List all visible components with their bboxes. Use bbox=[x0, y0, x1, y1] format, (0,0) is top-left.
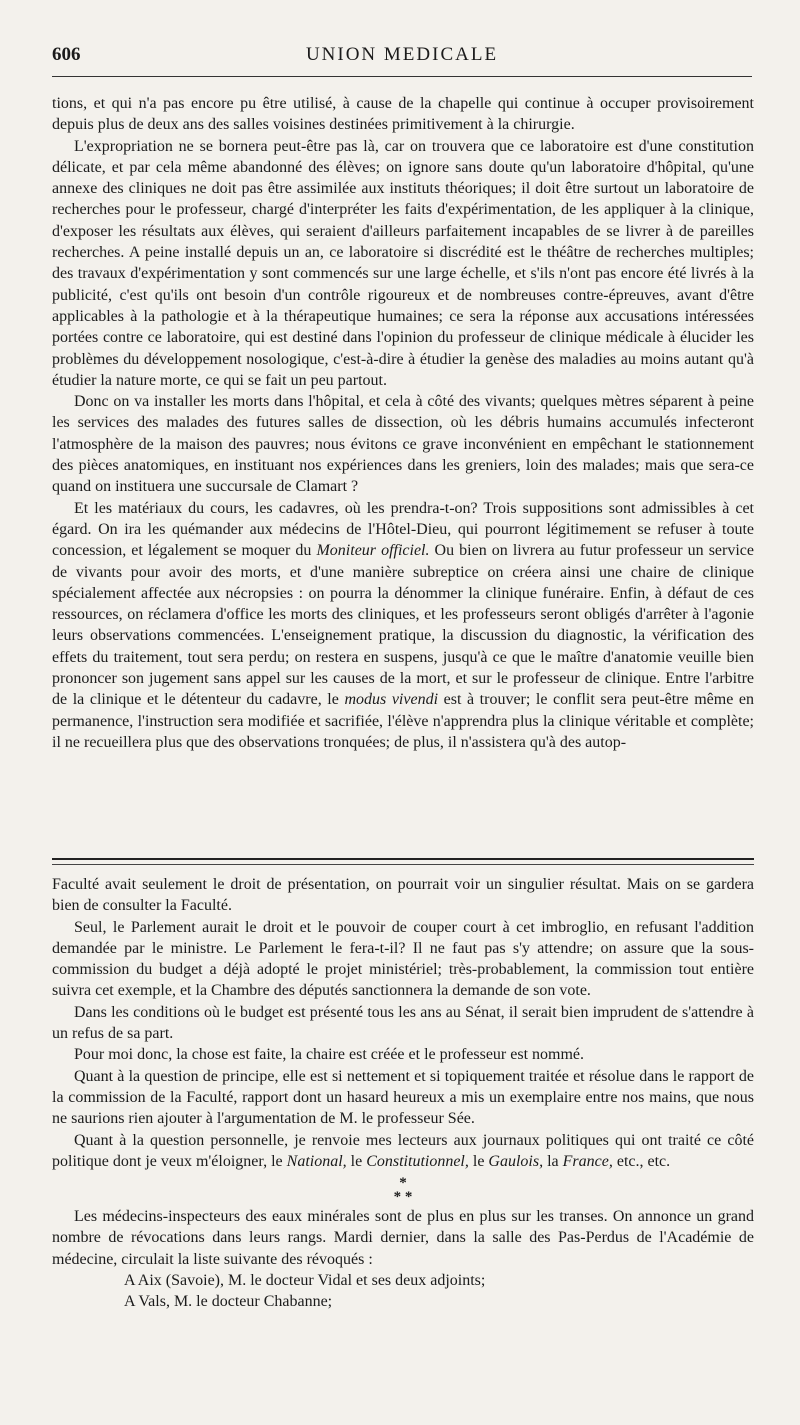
paragraph-laboratory-chapel: tions, et qui n'a pas encore pu être utilisé, à cause de la chapelle qui continue à occuper provisoirement depuis plus de deux ans des salles voisines destinées primitivement à la chirurgie. bbox=[52, 95, 754, 134]
italic-moniteur: Moniteur officiel. bbox=[316, 542, 430, 560]
journal-title: UNION MEDICALE bbox=[305, 44, 499, 65]
paragraph-principle-question: Quant à la question de principe, elle est si nettement et si topiquement traitée et résolue dans le rapport de la commission de la Faculté, rapport dont un hasard heureux a mis un exemplaire entre nos mains, que nous ne saurions rien ajouter à l'argumentation de M. le professeur Sée. bbox=[52, 1067, 754, 1128]
lower-article-section bbox=[52, 874, 754, 1313]
paragraph-parliament: Seul, le Parlement aurait le droit et le pouvoir de couper court à cet imbroglio, en refusant l'addition demandée par le ministre. Le Parlement le fera-t-il? Il ne faut pas s'y attendre; on assure que la sous-commission du budget a déjà adopté le projet ministériel; très-probablement, la commission tout entière suivra cet exemple, et la Chambre des députés sanctionnera la demande de son vote. bbox=[52, 918, 754, 1000]
paragraph-cadavers bbox=[52, 498, 754, 754]
upper-article-section bbox=[52, 93, 754, 753]
paragraph-mineral-waters: Les médecins-inspecteurs des eaux minérales sont de plus en plus sur les transes. On annonce un grand nombre de révocations dans leurs rangs. Mardi dernier, dans la salle des Pas-Perdus de l'Académie de médecine, circulait la liste suivante des révoqués : bbox=[52, 1208, 754, 1268]
italic-gaulois: Gaulois, bbox=[488, 1152, 544, 1170]
text-run: Quant à la question personnelle, je renvoie mes lecteurs aux journaux politiques qui ont traité ce côté politique dont je veux m'éloigner, le bbox=[52, 1131, 754, 1170]
list-item: A Aix (Savoie), M. le docteur Vidal et ses deux adjoints; bbox=[124, 1272, 486, 1290]
paragraph-senate-budget: Dans les conditions où le budget est présenté tous les ans au Sénat, il serait bien imprudent de s'attendre à un refus de sa part. bbox=[52, 1003, 754, 1043]
list-item: A Vals, M. le docteur Chabanne; bbox=[124, 1293, 333, 1311]
paragraph-chair-created: Pour moi donc, la chose est faite, la chaire est créée et le professeur est nommé. bbox=[74, 1046, 585, 1064]
paragraph-dissection-rooms: Donc on va installer les morts dans l'hôpital, et cela à côté des vivants; quelques mètres séparent à peine les services des malades des futures salles de dissection, où les débris humains accumulés infecteront l'atmosphère de la maison des pauvres; nous évitons ce grave inconvénient en empêchant le stationnement des pièces anatomiques, en instituant nos expériences dans les greniers, loin des malades; mais que sera-ce quand on instituera une succursale de Clamart ? bbox=[52, 393, 754, 496]
text-run: est à trouver; le conflit sera peut-être même en permanence, l'instruction sera modifiée et sacrifiée, l'élève n'apprendra plus la clinique véritable et complète; il ne recueillera plus que des observations tronquées; de plus, il n'assistera qu'à des autop- bbox=[52, 691, 754, 751]
italic-constitutionnel: Constitutionnel, bbox=[366, 1152, 469, 1170]
text-run: le bbox=[468, 1152, 489, 1170]
text-run: le bbox=[346, 1152, 367, 1170]
text-run: Ou bien on livrera au futur professeur un service de vivants pour avoir des morts, et d'une manière subreptice on créera ainsi une chaire de clinique spécialement affectée aux nécropsies : on pourra la dénommer la clinique funéraire. Enfin, à défaut de ces ressources, on réclamera d'office les morts des cliniques, et les professeurs seront obligés d'arrêter à l'agonie leurs observations commencées. L'enseignement pratique, la discussion du diagnostic, la vérification des effets du traitement, tout sera perdu; on restera en suspens, jusqu'à ce que le maître d'anatomie veuille bien prononcer son jugement sans appel sur les causes de la mort, et sur le professeur de clinique. Entre l'arbitre de la clinique et le détenteur du cadavre, le bbox=[52, 542, 754, 709]
paragraph-faculty-presentation: Faculté avait seulement le droit de présentation, on pourrait voir un singulier résultat. Mais on se gardera bien de consulter la Faculté. bbox=[52, 876, 754, 915]
text-run: la bbox=[543, 1152, 563, 1170]
asterism-bottom: * * bbox=[393, 1189, 413, 1206]
section-asterism bbox=[52, 1176, 754, 1204]
section-divider bbox=[52, 858, 754, 865]
italic-france: France, bbox=[562, 1152, 613, 1170]
asterism-top: * bbox=[399, 1175, 407, 1192]
paragraph-expropriation: L'expropriation ne se bornera peut-être pas là, car on trouvera que ce laboratoire est d'une constitution délicate, et par cela même abandonné des élèves; on ignore sans doute qu'un laboratoire d'hôpital, qu'une annexe des cliniques ne doit pas être assimilée aux instituts théoriques; il doit être surtout un laboratoire de recherches pour le professeur, chargé d'interpréter les faits d'expérimentation, de les appliquer à la clinique, d'exposer les résultats aux élèves, qui seraient d'ailleurs parfaitement incapables de se livrer à de pareilles recherches. A peine installé depuis un an, ce laboratoire si discrédité est le théâtre de recherches multiples; des travaux d'expérimentation y sont commencés sur une large échelle, et s'ils n'ont pas encore été livrés à la publicité, c'est qu'ils ont besoin d'un contrôle rigoureux et de nombreuses contre-épreuves, avant d'être applicables à la pathologie et à la thérapeutique humaines; ce sera la réponse aux accusations intéressées portées contre ce laboratoire, qui est destiné dans l'opinion du professeur de clinique médicale à élucider les problèmes du développement nosologique, c'est-à-dire à étudier la genèse des maladies au moins autant qu'à étudier la nature morte, ce qui se fait un peu partout. bbox=[52, 137, 754, 389]
text-run: etc., etc. bbox=[612, 1152, 671, 1170]
header-rule bbox=[52, 76, 752, 77]
text-run: Et les matériaux du cours, les cadavres, où les prendra-t-on? Trois suppositions sont admissibles à cet égard. On ira les quémander aux médecins de l'Hôtel-Dieu, qui pourront légitimement se refuser à toute concession, et légalement se moquer du bbox=[52, 499, 754, 560]
paragraph-personal-question bbox=[52, 1130, 754, 1173]
page-header bbox=[52, 44, 752, 72]
page-number: 606 bbox=[52, 44, 81, 65]
italic-national: National, bbox=[286, 1152, 347, 1170]
italic-modus-vivendi: modus vivendi bbox=[344, 691, 439, 709]
